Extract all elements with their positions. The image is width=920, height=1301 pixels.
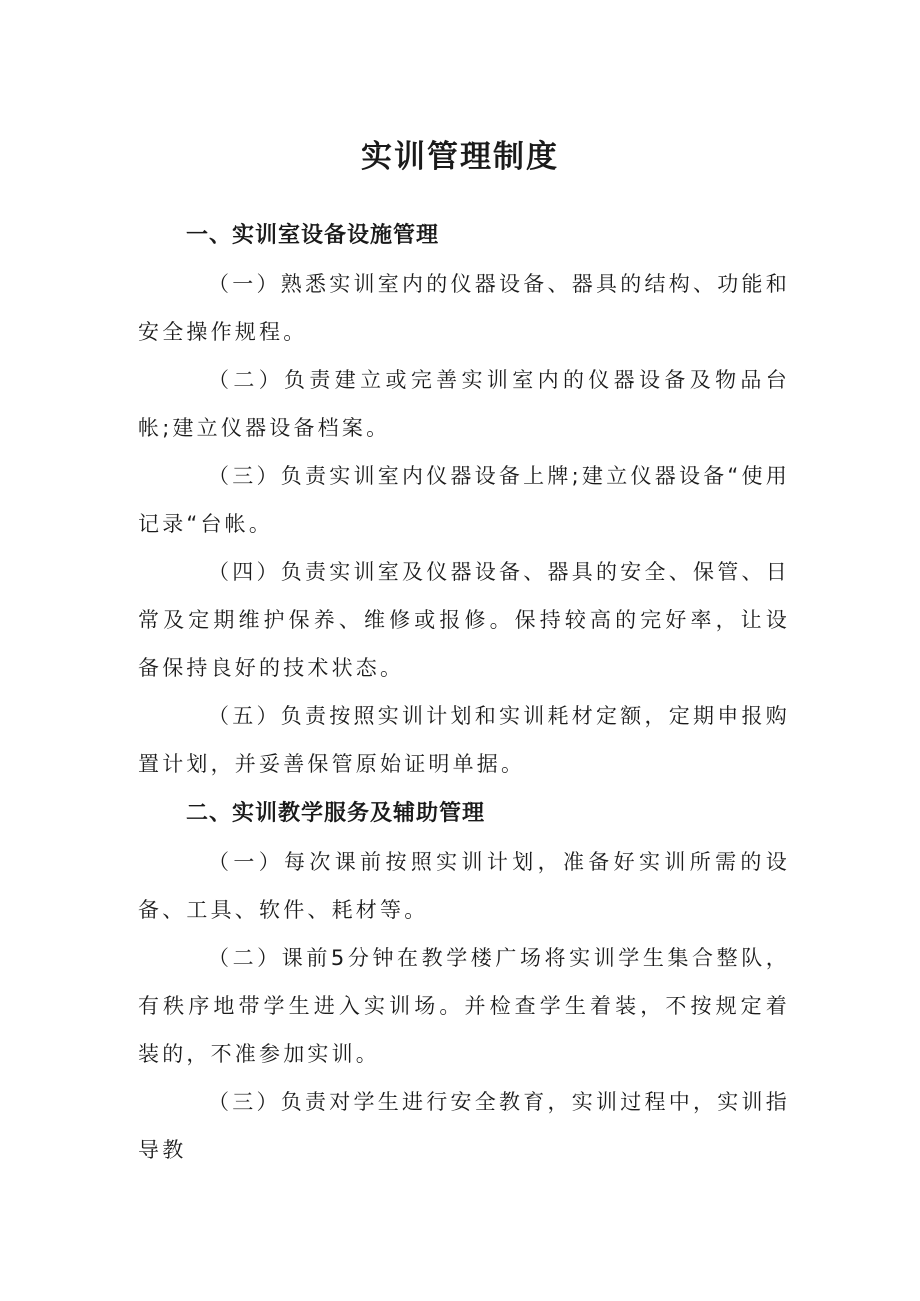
paragraph: （四）负责实训室及仪器设备、器具的安全、保管、日常及定期维护保养、维修或报修。保持较高的完好率，让设备保持良好的技术状态。 [138,560,790,680]
document-body [138,212,790,1174]
section-equipment-management [138,212,790,788]
paragraph: （二）负责建立或完善实训室内的仪器设备及物品台帐;建立仪器设备档案。 [138,368,790,440]
paragraph: （三）负责实训室内仪器设备上牌;建立仪器设备“使用记录“台帐。 [138,464,790,536]
paragraph: （三）负责对学生进行安全教育，实训过程中，实训指导教 [138,1090,790,1162]
section-heading: 一、实训室设备设施管理 [186,223,440,248]
paragraph: （一）每次课前按照实训计划，准备好实训所需的设备、工具、软件、耗材等。 [138,850,790,922]
paragraph: （一）熟悉实训室内的仪器设备、器具的结构、功能和安全操作规程。 [138,272,790,344]
section-teaching-service [138,790,790,1174]
paragraph: （五）负责按照实训计划和实训耗材定额，定期申报购置计划，并妥善保管原始证明单据。 [138,704,790,776]
paragraph: （二）课前5分钟在教学楼广场将实训学生集合整队，有秩序地带学生进入实训场。并检查学生着装，不按规定着装的，不准参加实训。 [138,946,790,1066]
document-title: 实训管理制度 [361,139,559,175]
section-heading: 二、实训教学服务及辅助管理 [186,801,486,826]
